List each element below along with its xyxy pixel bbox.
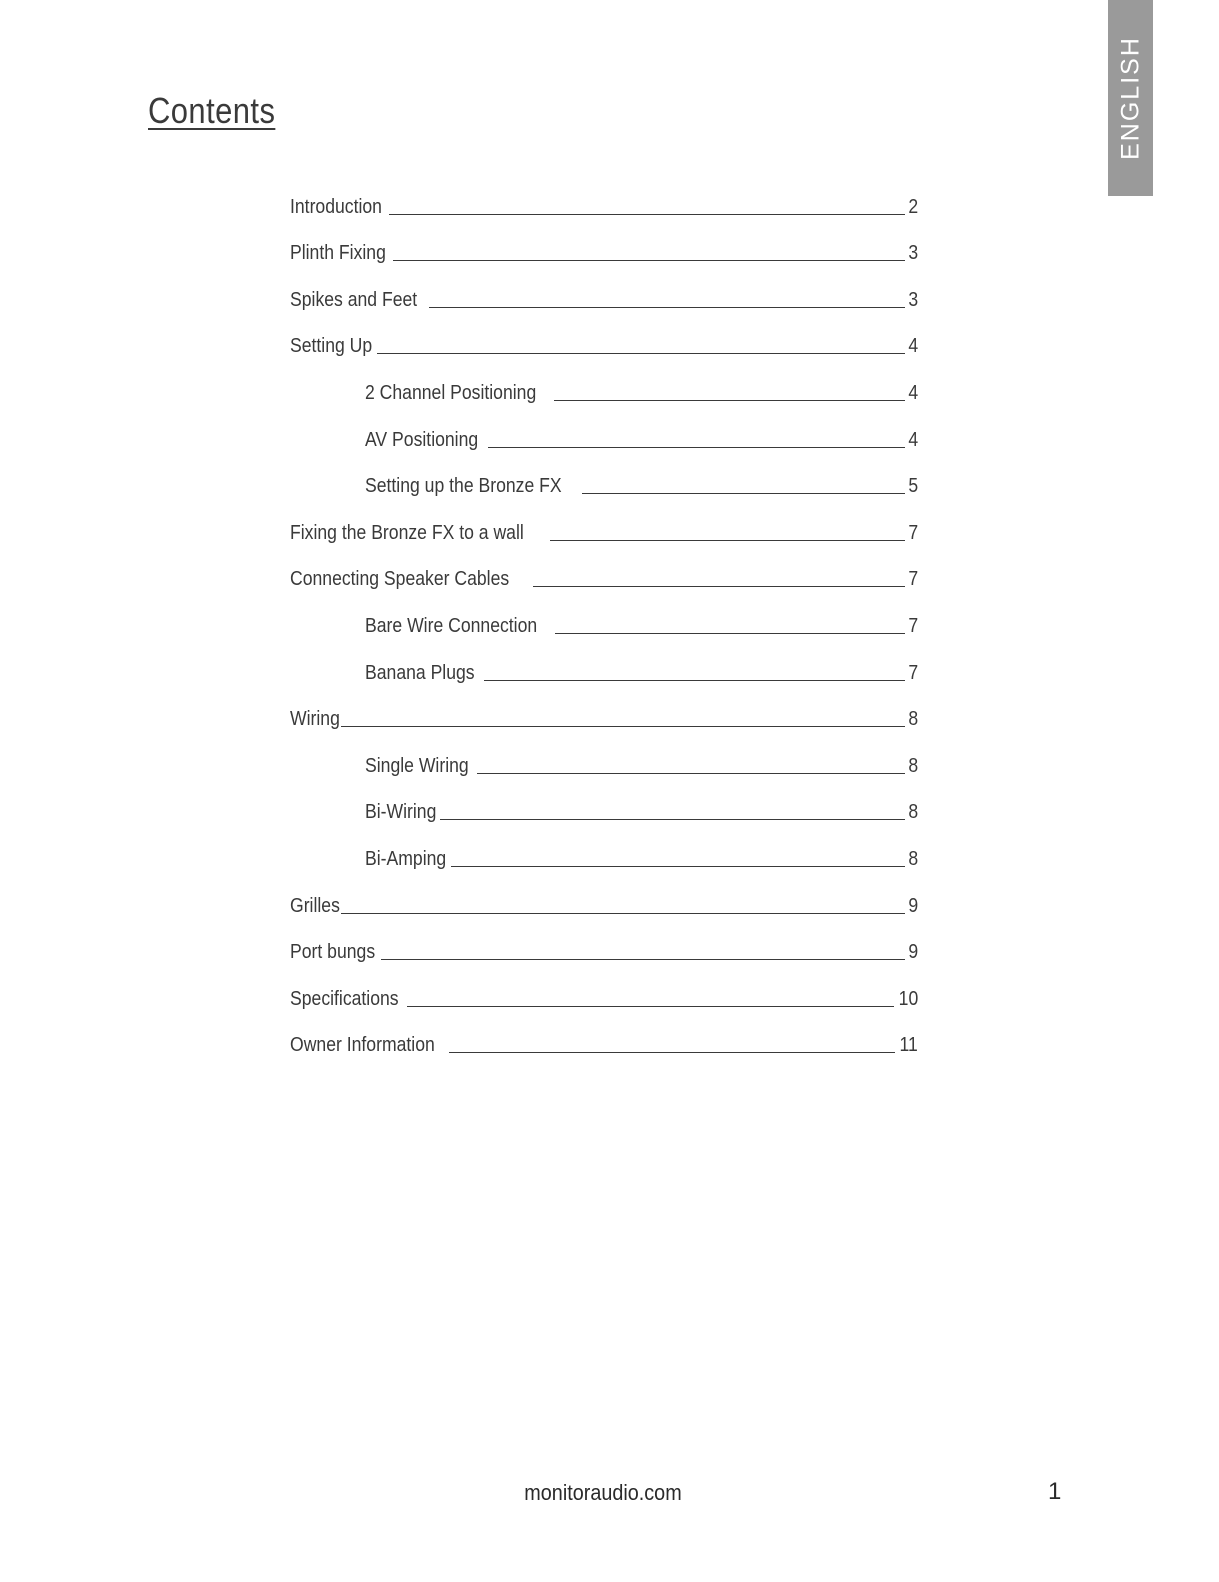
toc-leader-line bbox=[449, 1051, 896, 1053]
toc-entry-page: 5 bbox=[908, 475, 918, 498]
toc-leader-line bbox=[477, 772, 905, 774]
toc-entry-page: 9 bbox=[908, 894, 918, 917]
toc-entry[interactable] bbox=[290, 172, 918, 219]
toc-leader-line bbox=[550, 539, 905, 541]
toc-entry-label: Fixing the Bronze FX to a wall bbox=[290, 521, 524, 544]
toc-entry-label: Bi-Amping bbox=[365, 847, 447, 870]
toc-entry-label: 2 Channel Positioning bbox=[365, 381, 537, 404]
toc-entry-page: 8 bbox=[908, 801, 918, 824]
toc-entry[interactable] bbox=[290, 452, 918, 499]
toc-entry-page: 7 bbox=[908, 521, 918, 544]
toc-leader-line bbox=[488, 446, 905, 448]
toc-entry-label: Connecting Speaker Cables bbox=[290, 568, 510, 591]
toc-leader-line bbox=[407, 1005, 893, 1007]
table-of-contents bbox=[290, 172, 918, 1057]
toc-entry-label: AV Positioning bbox=[365, 428, 479, 451]
toc-entry-label: Setting Up bbox=[290, 335, 373, 358]
toc-entry-label: Grilles bbox=[290, 894, 340, 917]
toc-entry[interactable] bbox=[290, 545, 918, 592]
toc-entry[interactable] bbox=[290, 778, 918, 825]
toc-entry[interactable] bbox=[290, 1011, 918, 1058]
toc-entry[interactable] bbox=[290, 219, 918, 266]
toc-entry[interactable] bbox=[290, 871, 918, 918]
toc-entry-page: 4 bbox=[908, 428, 918, 451]
toc-entry[interactable] bbox=[290, 685, 918, 732]
toc-entry-page: 8 bbox=[908, 708, 918, 731]
toc-entry-label: Bi-Wiring bbox=[365, 801, 437, 824]
footer-website: monitoraudio.com bbox=[524, 1480, 682, 1505]
toc-entry[interactable] bbox=[290, 498, 918, 545]
footer-page-number: 1 bbox=[1048, 1478, 1062, 1505]
toc-entry-page: 7 bbox=[908, 661, 918, 684]
toc-entry-label: Specifications bbox=[290, 987, 399, 1010]
toc-entry-page: 8 bbox=[908, 754, 918, 777]
toc-entry-label: Spikes and Feet bbox=[290, 288, 418, 311]
toc-leader-line bbox=[451, 865, 905, 867]
toc-leader-line bbox=[341, 912, 905, 914]
toc-leader-line bbox=[389, 213, 905, 215]
toc-entry[interactable] bbox=[290, 918, 918, 965]
toc-entry[interactable] bbox=[290, 638, 918, 685]
toc-leader-line bbox=[533, 585, 905, 587]
toc-leader-line bbox=[393, 259, 905, 261]
toc-entry[interactable] bbox=[290, 358, 918, 405]
toc-entry-page: 11 bbox=[899, 1034, 918, 1057]
toc-entry-page: 4 bbox=[908, 381, 918, 404]
toc-entry-label: Port bungs bbox=[290, 941, 376, 964]
toc-entry[interactable] bbox=[290, 591, 918, 638]
toc-leader-line bbox=[381, 958, 905, 960]
toc-entry-label: Setting up the Bronze FX bbox=[365, 475, 562, 498]
language-tab bbox=[1108, 0, 1153, 196]
toc-entry[interactable] bbox=[290, 731, 918, 778]
toc-leader-line bbox=[341, 725, 905, 727]
language-tab-label: ENGLISH bbox=[1116, 36, 1144, 160]
toc-entry-label: Plinth Fixing bbox=[290, 242, 386, 265]
toc-entry-label: Introduction bbox=[290, 195, 382, 218]
toc-entry-page: 7 bbox=[908, 614, 918, 637]
toc-entry-page: 3 bbox=[908, 288, 918, 311]
toc-leader-line bbox=[440, 818, 905, 820]
toc-entry-label: Single Wiring bbox=[365, 754, 469, 777]
toc-entry[interactable] bbox=[290, 405, 918, 452]
toc-entry-page: 2 bbox=[908, 195, 918, 218]
toc-entry-page: 3 bbox=[908, 242, 918, 265]
toc-entry-label: Banana Plugs bbox=[365, 661, 475, 684]
toc-leader-line bbox=[484, 679, 905, 681]
toc-leader-line bbox=[429, 306, 905, 308]
toc-entry[interactable] bbox=[290, 265, 918, 312]
toc-entry-page: 7 bbox=[908, 568, 918, 591]
toc-entry-page: 8 bbox=[908, 847, 918, 870]
toc-leader-line bbox=[554, 399, 905, 401]
toc-entry-label: Wiring bbox=[290, 708, 340, 731]
toc-entry-label: Owner Information bbox=[290, 1034, 435, 1057]
toc-entry[interactable] bbox=[290, 964, 918, 1011]
toc-entry[interactable] bbox=[290, 312, 918, 359]
toc-leader-line bbox=[377, 352, 904, 354]
toc-entry-page: 9 bbox=[908, 941, 918, 964]
toc-entry[interactable] bbox=[290, 824, 918, 871]
toc-entry-page: 4 bbox=[908, 335, 918, 358]
toc-leader-line bbox=[582, 492, 904, 494]
toc-leader-line bbox=[555, 632, 905, 634]
page-title: Contents bbox=[148, 90, 276, 131]
toc-entry-label: Bare Wire Connection bbox=[365, 614, 538, 637]
toc-entry-page: 10 bbox=[898, 987, 918, 1010]
